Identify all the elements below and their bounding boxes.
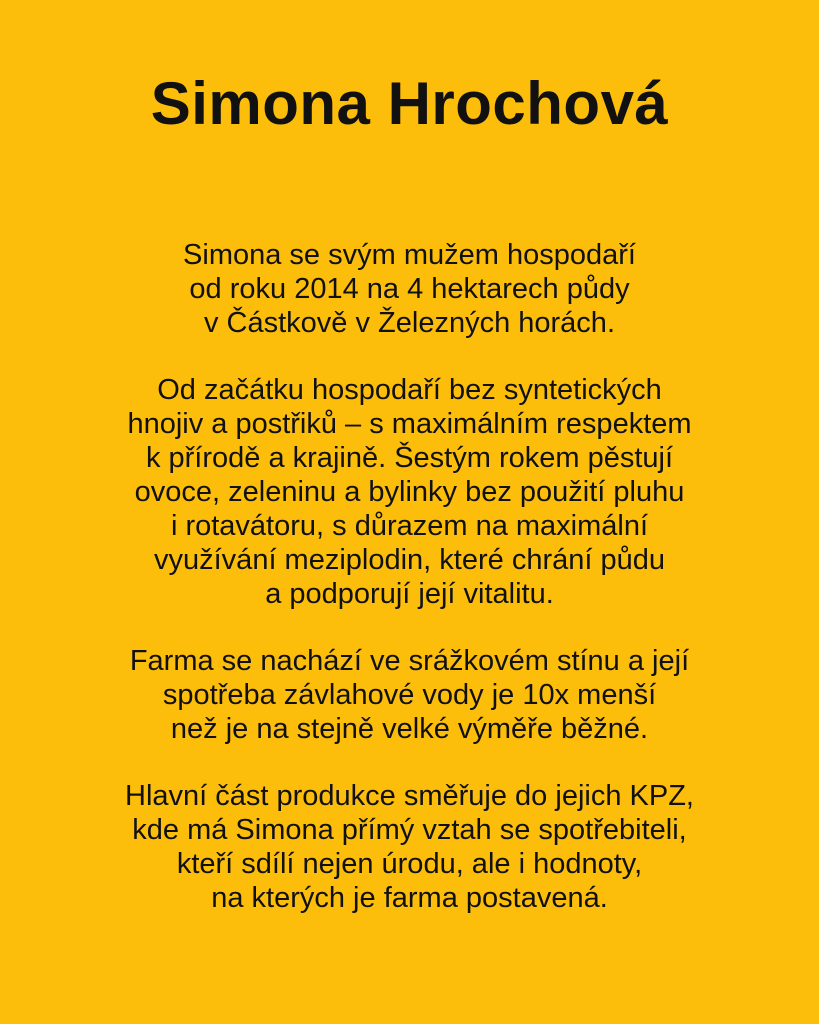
- description-body: [0, 238, 819, 915]
- text-line: v Částkově v Železných horách.: [203, 307, 615, 339]
- paragraph-water-usage: [0, 644, 819, 746]
- text-line: ovoce, zeleninu a bylinky bez použití pluhu: [134, 476, 685, 508]
- text-line: kteří sdílí nejen úrodu, ale i hodnoty,: [176, 848, 643, 880]
- text-line: Od začátku hospodaří bez syntetických: [157, 374, 662, 406]
- text-line: Simona se svým mužem hospodaří: [183, 239, 636, 271]
- text-line: na kterých je farma postavená.: [211, 882, 608, 914]
- text-line: i rotavátoru, s důrazem na maximální: [170, 510, 649, 542]
- paragraph-distribution: [0, 779, 819, 915]
- text-line: od roku 2014 na 4 hektarech půdy: [189, 273, 630, 305]
- text-line: Hlavní část produkce směřuje do jejich KPZ,: [125, 780, 694, 812]
- paragraph-farming-approach: [0, 373, 819, 611]
- text-line: spotřeba závlahové vody je 10x menší: [162, 679, 657, 711]
- paragraph-intro: [0, 238, 819, 340]
- text-line: než je na stejně velké výměře běžné.: [170, 713, 649, 745]
- text-line: a podporují její vitalitu.: [265, 578, 554, 610]
- text-line: k přírodě a krajině. Šestým rokem pěstují: [145, 442, 674, 474]
- page-title: Simona Hrochová: [150, 70, 669, 137]
- text-line: kde má Simona přímý vztah se spotřebiteli,: [132, 814, 687, 846]
- text-line: využívání meziplodin, které chrání půdu: [154, 544, 665, 576]
- text-line: hnojiv a postřiků – s maximálním respektem: [127, 408, 692, 440]
- text-line: Farma se nachází ve srážkovém stínu a její: [129, 645, 690, 677]
